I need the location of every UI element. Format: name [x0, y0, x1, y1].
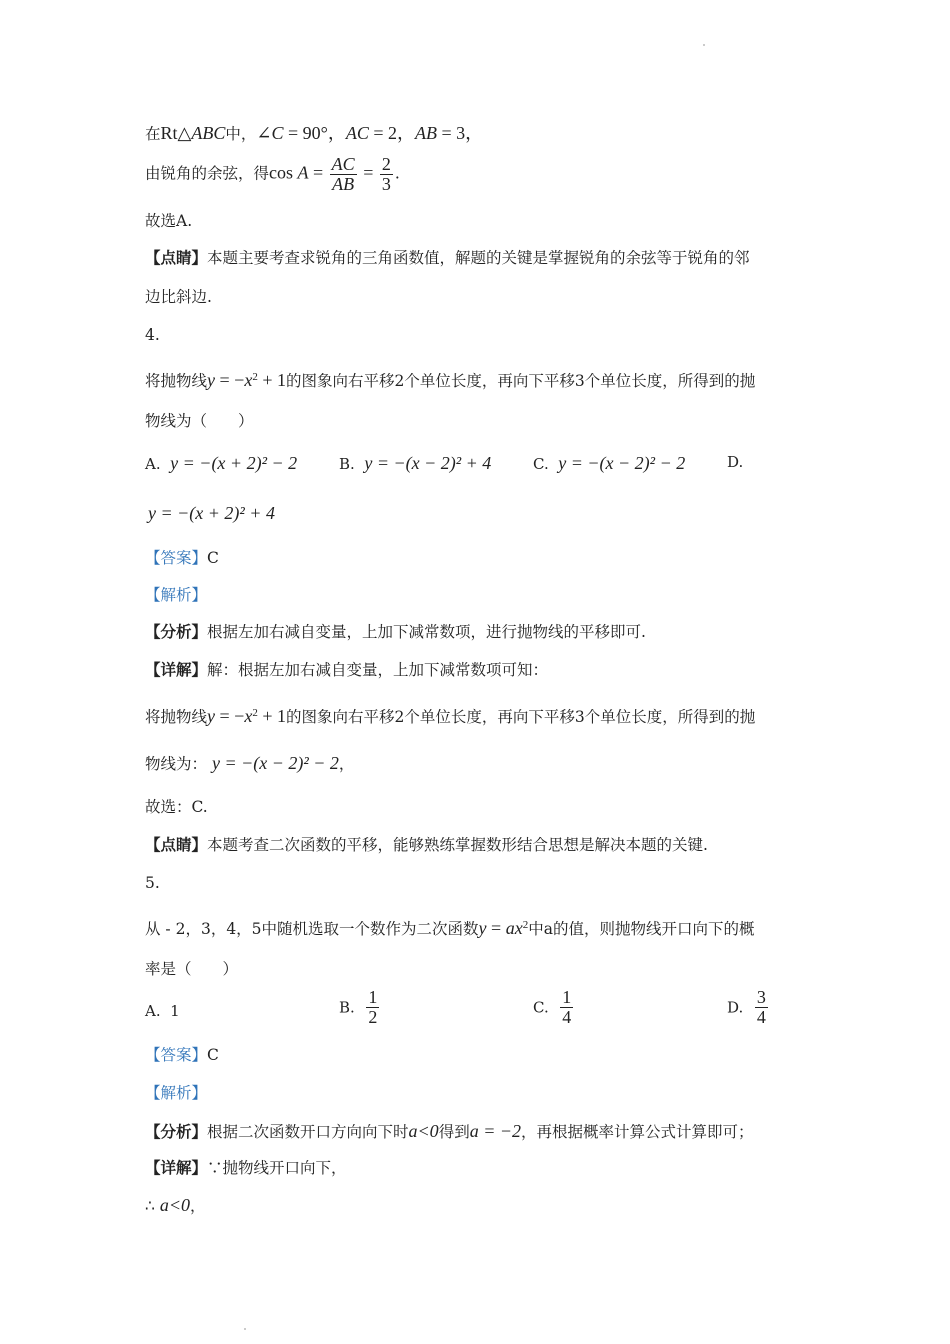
math-plus: + 1 — [257, 706, 286, 727]
fraction-denominator: 4 — [562, 1006, 572, 1027]
dianjing-line-2: 边比斜边. — [145, 288, 212, 306]
text: ， — [189, 1197, 206, 1215]
fraction-numerator: AC — [331, 154, 355, 174]
solution-line-2 — [145, 155, 400, 194]
math-eq: = — [358, 162, 378, 183]
math-plus: + 1 — [257, 370, 286, 391]
math-x: x — [244, 370, 253, 391]
math-y: y — [207, 706, 216, 727]
math-sup: 2 — [522, 919, 529, 931]
math-a: A — [297, 162, 309, 183]
option-value: 1 — [170, 1002, 180, 1020]
math-abc: ABC — [191, 123, 226, 143]
text: . — [394, 164, 400, 183]
fraction-2-3 — [380, 155, 393, 194]
math-c: C — [271, 123, 284, 143]
question-5-stem-1 — [145, 914, 754, 940]
text: 由锐角的余弦，得 — [145, 164, 270, 183]
xiangjie-tag: 【详解】 — [145, 660, 208, 679]
solution-line-1 — [145, 122, 483, 145]
fraction-denominator: 2 — [368, 1006, 378, 1027]
option-b[interactable] — [339, 453, 491, 474]
math-ab: AB — [415, 123, 438, 143]
option-label: C. — [533, 998, 549, 1017]
therefore-symbol: ∴ — [145, 1197, 155, 1215]
xiangjie-line — [145, 659, 548, 681]
fenxi-line — [145, 621, 646, 643]
answer-value: C — [207, 549, 219, 567]
option-d-label[interactable] — [727, 453, 743, 471]
dianjing-tag: 【点睛】 — [145, 835, 208, 854]
fraction — [755, 988, 768, 1027]
math-sup: 2 — [252, 371, 258, 383]
math-eq: = — [308, 162, 328, 183]
text: 解：根据左加右减自变量，上加下减常数项可知： — [207, 661, 549, 679]
math-y: y — [207, 370, 216, 391]
text: 根据二次函数开口方向向下时 — [207, 1123, 409, 1141]
fraction — [366, 988, 379, 1027]
answer-line — [145, 1044, 219, 1066]
text: 本题考查二次函数的平移，能够熟练掌握数形结合思想是解决本题的关键. — [207, 836, 708, 854]
dianjing-tag: 【点睛】 — [145, 248, 208, 267]
fraction-numerator: 1 — [368, 987, 378, 1007]
text: 在 — [145, 125, 161, 143]
math-y: y — [478, 918, 487, 939]
text: 从 - 2，3，4，5中随机选取一个数作为二次函数 — [145, 920, 479, 939]
page-mark-top — [703, 44, 705, 46]
text: 得到 — [438, 1123, 470, 1141]
text: 根据左加右减自变量，上加下减常数项，进行抛物线的平移即可. — [207, 623, 646, 641]
math-val: a<0 — [159, 1195, 190, 1215]
option-label: D. — [727, 453, 744, 471]
fraction — [560, 988, 573, 1027]
question-4-stem-2: 物线为（ ） — [145, 412, 254, 430]
text: 的图象向右平移2个单位长度，再向下平移3个单位长度，所得到的抛 — [285, 372, 756, 391]
math-x: x — [244, 706, 253, 727]
math-eq3: = 3， — [437, 123, 484, 143]
option-label: A. — [145, 455, 161, 473]
math-ac: AC — [345, 123, 369, 143]
math-expr: = − — [215, 370, 245, 391]
option-a[interactable] — [145, 1002, 180, 1020]
fenxi-tag: 【分析】 — [145, 622, 208, 641]
option-expr: y = −(x − 2)² − 2 — [558, 453, 686, 473]
fraction-numerator: 3 — [756, 987, 766, 1007]
solution-step-2 — [145, 752, 354, 775]
math-ax: ax — [505, 918, 523, 939]
solution-line-3: 故选A. — [145, 212, 193, 230]
math-eq2: = 2， — [368, 123, 416, 143]
answer-tag: 【答案】 — [145, 549, 208, 567]
math-expr: = − — [215, 706, 245, 727]
option-label: D. — [727, 998, 744, 1017]
xiangjie-tag: 【详解】 — [145, 1158, 208, 1177]
fraction-numerator: 1 — [562, 987, 572, 1007]
answer-value: C — [207, 1046, 219, 1064]
math-eq90: = 90°， — [283, 123, 346, 143]
question-5-stem-2: 率是（ ） — [145, 960, 239, 978]
math-eq: = — [486, 918, 506, 939]
xiangjie-line — [145, 1157, 347, 1179]
math-expr: y = −(x − 2)² − 2 — [211, 753, 339, 773]
question-4-number: 4. — [145, 326, 160, 344]
math-sup: 2 — [252, 707, 258, 719]
option-c[interactable] — [533, 988, 575, 1027]
math-rt: Rt — [160, 123, 178, 143]
option-expr: y = −(x + 2)² + 4 — [148, 503, 275, 523]
math-cond: a<0 — [408, 1121, 439, 1141]
angle-symbol: ∠ — [256, 123, 272, 143]
option-expr: y = −(x + 2)² − 2 — [170, 453, 298, 473]
solution-step-3: 故选：C. — [145, 798, 208, 816]
option-c[interactable] — [533, 453, 685, 474]
text: ∵抛物线开口向下， — [207, 1159, 347, 1177]
option-d-expr — [148, 503, 275, 524]
page-mark-bottom — [244, 1328, 246, 1330]
option-expr: y = −(x − 2)² + 4 — [364, 453, 492, 473]
fenxi-line — [145, 1120, 754, 1143]
question-4-stem-1 — [145, 366, 755, 392]
dianjing-line-q4 — [145, 834, 708, 856]
fraction-denominator: 3 — [381, 173, 391, 194]
text: 本题主要考查求锐角的三角函数值，解题的关键是掌握锐角的余弦等于锐角的邻 — [207, 249, 750, 267]
math-aeq: a = −2 — [469, 1121, 521, 1141]
question-5-number: 5. — [145, 874, 160, 892]
triangle-symbol: △ — [177, 123, 192, 143]
option-label: A. — [145, 1002, 161, 1020]
fraction-denominator: AB — [332, 173, 355, 194]
fraction-denominator: 4 — [756, 1006, 766, 1027]
answer-tag: 【答案】 — [145, 1046, 208, 1064]
option-label: C. — [533, 455, 549, 473]
option-label: B. — [339, 455, 355, 473]
fraction-ac-ab — [330, 155, 357, 194]
fraction-numerator: 2 — [381, 154, 391, 174]
text: 中， — [225, 125, 257, 143]
analysis-tag: 【解析】 — [145, 1084, 208, 1102]
dianjing-line — [145, 247, 750, 269]
text: 将抛物线 — [145, 708, 208, 727]
option-b[interactable] — [339, 988, 381, 1027]
analysis-tag: 【解析】 — [145, 586, 208, 604]
fenxi-tag: 【分析】 — [145, 1122, 208, 1141]
text: 的图象向右平移2个单位长度，再向下平移3个单位长度，所得到的抛 — [285, 708, 756, 727]
text: ，再根据概率计算公式计算即可； — [521, 1123, 754, 1141]
solution-step-1 — [145, 702, 755, 728]
text: ， — [338, 755, 355, 773]
text: 物线为： — [145, 755, 208, 773]
answer-line — [145, 547, 219, 569]
option-d[interactable] — [727, 988, 770, 1027]
text: 中a的值，则抛物线开口向下的概 — [528, 920, 755, 939]
text: 将抛物线 — [145, 372, 208, 391]
solution-step-1 — [145, 1194, 205, 1217]
math-cos: cos — [269, 162, 298, 183]
option-label: B. — [339, 998, 355, 1017]
option-a[interactable] — [145, 453, 297, 474]
